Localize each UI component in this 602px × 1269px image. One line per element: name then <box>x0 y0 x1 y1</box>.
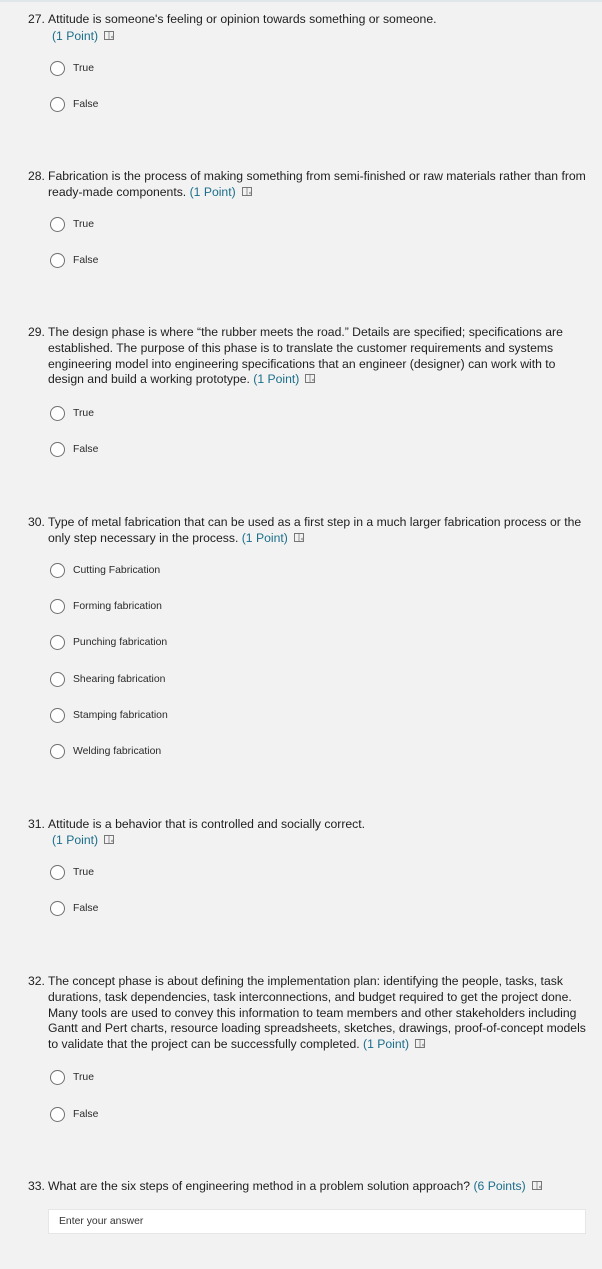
points-label: (1 Point) <box>52 29 99 43</box>
option-label: False <box>73 443 99 455</box>
radio-button[interactable] <box>50 672 65 687</box>
question-number: 27. <box>28 12 45 26</box>
points-label: (1 Point) <box>189 184 236 199</box>
question-number: 28. <box>28 169 45 183</box>
option-label: Stamping fabrication <box>73 709 168 721</box>
radio-button[interactable] <box>50 1070 65 1085</box>
option-true[interactable] <box>50 403 94 423</box>
option-label: Welding fabrication <box>73 745 162 757</box>
immersive-reader-icon[interactable] <box>242 187 253 197</box>
radio-button[interactable] <box>50 708 65 723</box>
question-number: 33. <box>28 1179 45 1193</box>
question-27-title <box>28 12 588 28</box>
option-true[interactable] <box>50 214 94 234</box>
radio-button[interactable] <box>50 61 65 76</box>
radio-button[interactable] <box>50 599 65 614</box>
question-text: Type of metal fabrication that can be used as a first step in a much larger fabrication process or the only step necessary in the process. <box>48 515 582 545</box>
radio-button[interactable] <box>50 635 65 650</box>
option-label: False <box>73 902 99 914</box>
option-shearing-fabrication[interactable] <box>50 669 165 689</box>
option-cutting-fabrication[interactable] <box>50 560 160 580</box>
option-label: Shearing fabrication <box>73 673 166 685</box>
immersive-reader-icon[interactable] <box>532 1181 543 1191</box>
question-31-title <box>28 817 588 833</box>
option-label: Cutting Fabrication <box>73 564 161 576</box>
option-true[interactable] <box>50 1067 94 1087</box>
question-text: What are the six steps of engineering method in a problem solution approach? <box>48 1179 471 1193</box>
radio-button[interactable] <box>50 406 65 421</box>
option-label: Punching fabrication <box>73 636 168 648</box>
radio-button[interactable] <box>50 1107 65 1122</box>
points-label: (1 Point) <box>253 372 300 387</box>
answer-input[interactable] <box>48 1209 586 1234</box>
question-number: 30. <box>28 515 45 529</box>
radio-button[interactable] <box>50 217 65 232</box>
points-label: (1 Point) <box>363 1037 410 1052</box>
option-label: Forming fabrication <box>73 600 162 612</box>
points-label: (1 Point) <box>52 833 99 847</box>
option-label: False <box>73 254 99 266</box>
question-text: The design phase is where “the rubber meets the road.” Details are specified; specifications are established. The purpose of this phase is to translate the customer requirements and systems engineering model into engineering specifications that an engineer (designer) can work with to design and build a working prototype. <box>48 325 563 387</box>
radio-button[interactable] <box>50 442 65 457</box>
option-false[interactable] <box>50 1104 98 1124</box>
radio-button[interactable] <box>50 253 65 268</box>
question-32-title <box>28 974 588 1053</box>
question-number: 32. <box>28 974 45 988</box>
question-text: Attitude is a behavior that is controlled and socially correct. <box>48 817 366 831</box>
option-false[interactable] <box>50 898 98 918</box>
immersive-reader-icon[interactable] <box>294 533 305 543</box>
answer-placeholder: Enter your answer <box>59 1216 144 1227</box>
question-number: 31. <box>28 817 45 831</box>
radio-button[interactable] <box>50 563 65 578</box>
radio-button[interactable] <box>50 865 65 880</box>
radio-button[interactable] <box>50 97 65 112</box>
question-29-title <box>28 325 588 388</box>
immersive-reader-icon[interactable] <box>104 835 115 845</box>
points-label: (1 Point) <box>241 530 288 545</box>
option-forming-fabrication[interactable] <box>50 596 162 616</box>
immersive-reader-icon[interactable] <box>305 374 316 384</box>
option-punching-fabrication[interactable] <box>50 632 167 652</box>
option-label: True <box>73 218 94 230</box>
question-28-title <box>28 169 588 201</box>
option-label: True <box>73 866 94 878</box>
top-divider <box>0 0 602 2</box>
option-label: False <box>73 1108 99 1120</box>
immersive-reader-icon[interactable] <box>104 31 115 41</box>
question-31-points-line <box>52 833 115 849</box>
option-label: True <box>73 62 94 74</box>
option-false[interactable] <box>50 250 98 270</box>
option-label: True <box>73 407 94 419</box>
immersive-reader-icon[interactable] <box>415 1039 426 1049</box>
option-stamping-fabrication[interactable] <box>50 705 168 725</box>
option-true[interactable] <box>50 862 94 882</box>
radio-button[interactable] <box>50 744 65 759</box>
question-27-points-line <box>52 29 115 45</box>
question-text: Attitude is someone's feeling or opinion towards something or someone. <box>48 12 437 26</box>
question-number: 29. <box>28 325 45 339</box>
question-text: Fabrication is the process of making something from semi-finished or raw materials rather than from ready-made components. <box>48 169 586 199</box>
question-33-title <box>28 1179 588 1195</box>
option-false[interactable] <box>50 439 98 459</box>
option-true[interactable] <box>50 58 94 78</box>
radio-button[interactable] <box>50 901 65 916</box>
option-welding-fabrication[interactable] <box>50 741 161 761</box>
option-label: False <box>73 98 99 110</box>
points-label: (6 Points) <box>473 1179 526 1193</box>
question-30-title <box>28 515 588 547</box>
question-text: The concept phase is about defining the implementation plan: identifying the people, tasks, task durations, task dependencies, task interconnections, and budget required to get the project done. Many tools are used to convey this information to team members and other stakeholders including Gantt and Pert charts, resource loading spreadsheets, sketches, drawings, proof-of-concept models to validate that the project can be successfully completed. <box>48 974 586 1052</box>
option-false[interactable] <box>50 94 98 114</box>
option-label: True <box>73 1071 94 1083</box>
